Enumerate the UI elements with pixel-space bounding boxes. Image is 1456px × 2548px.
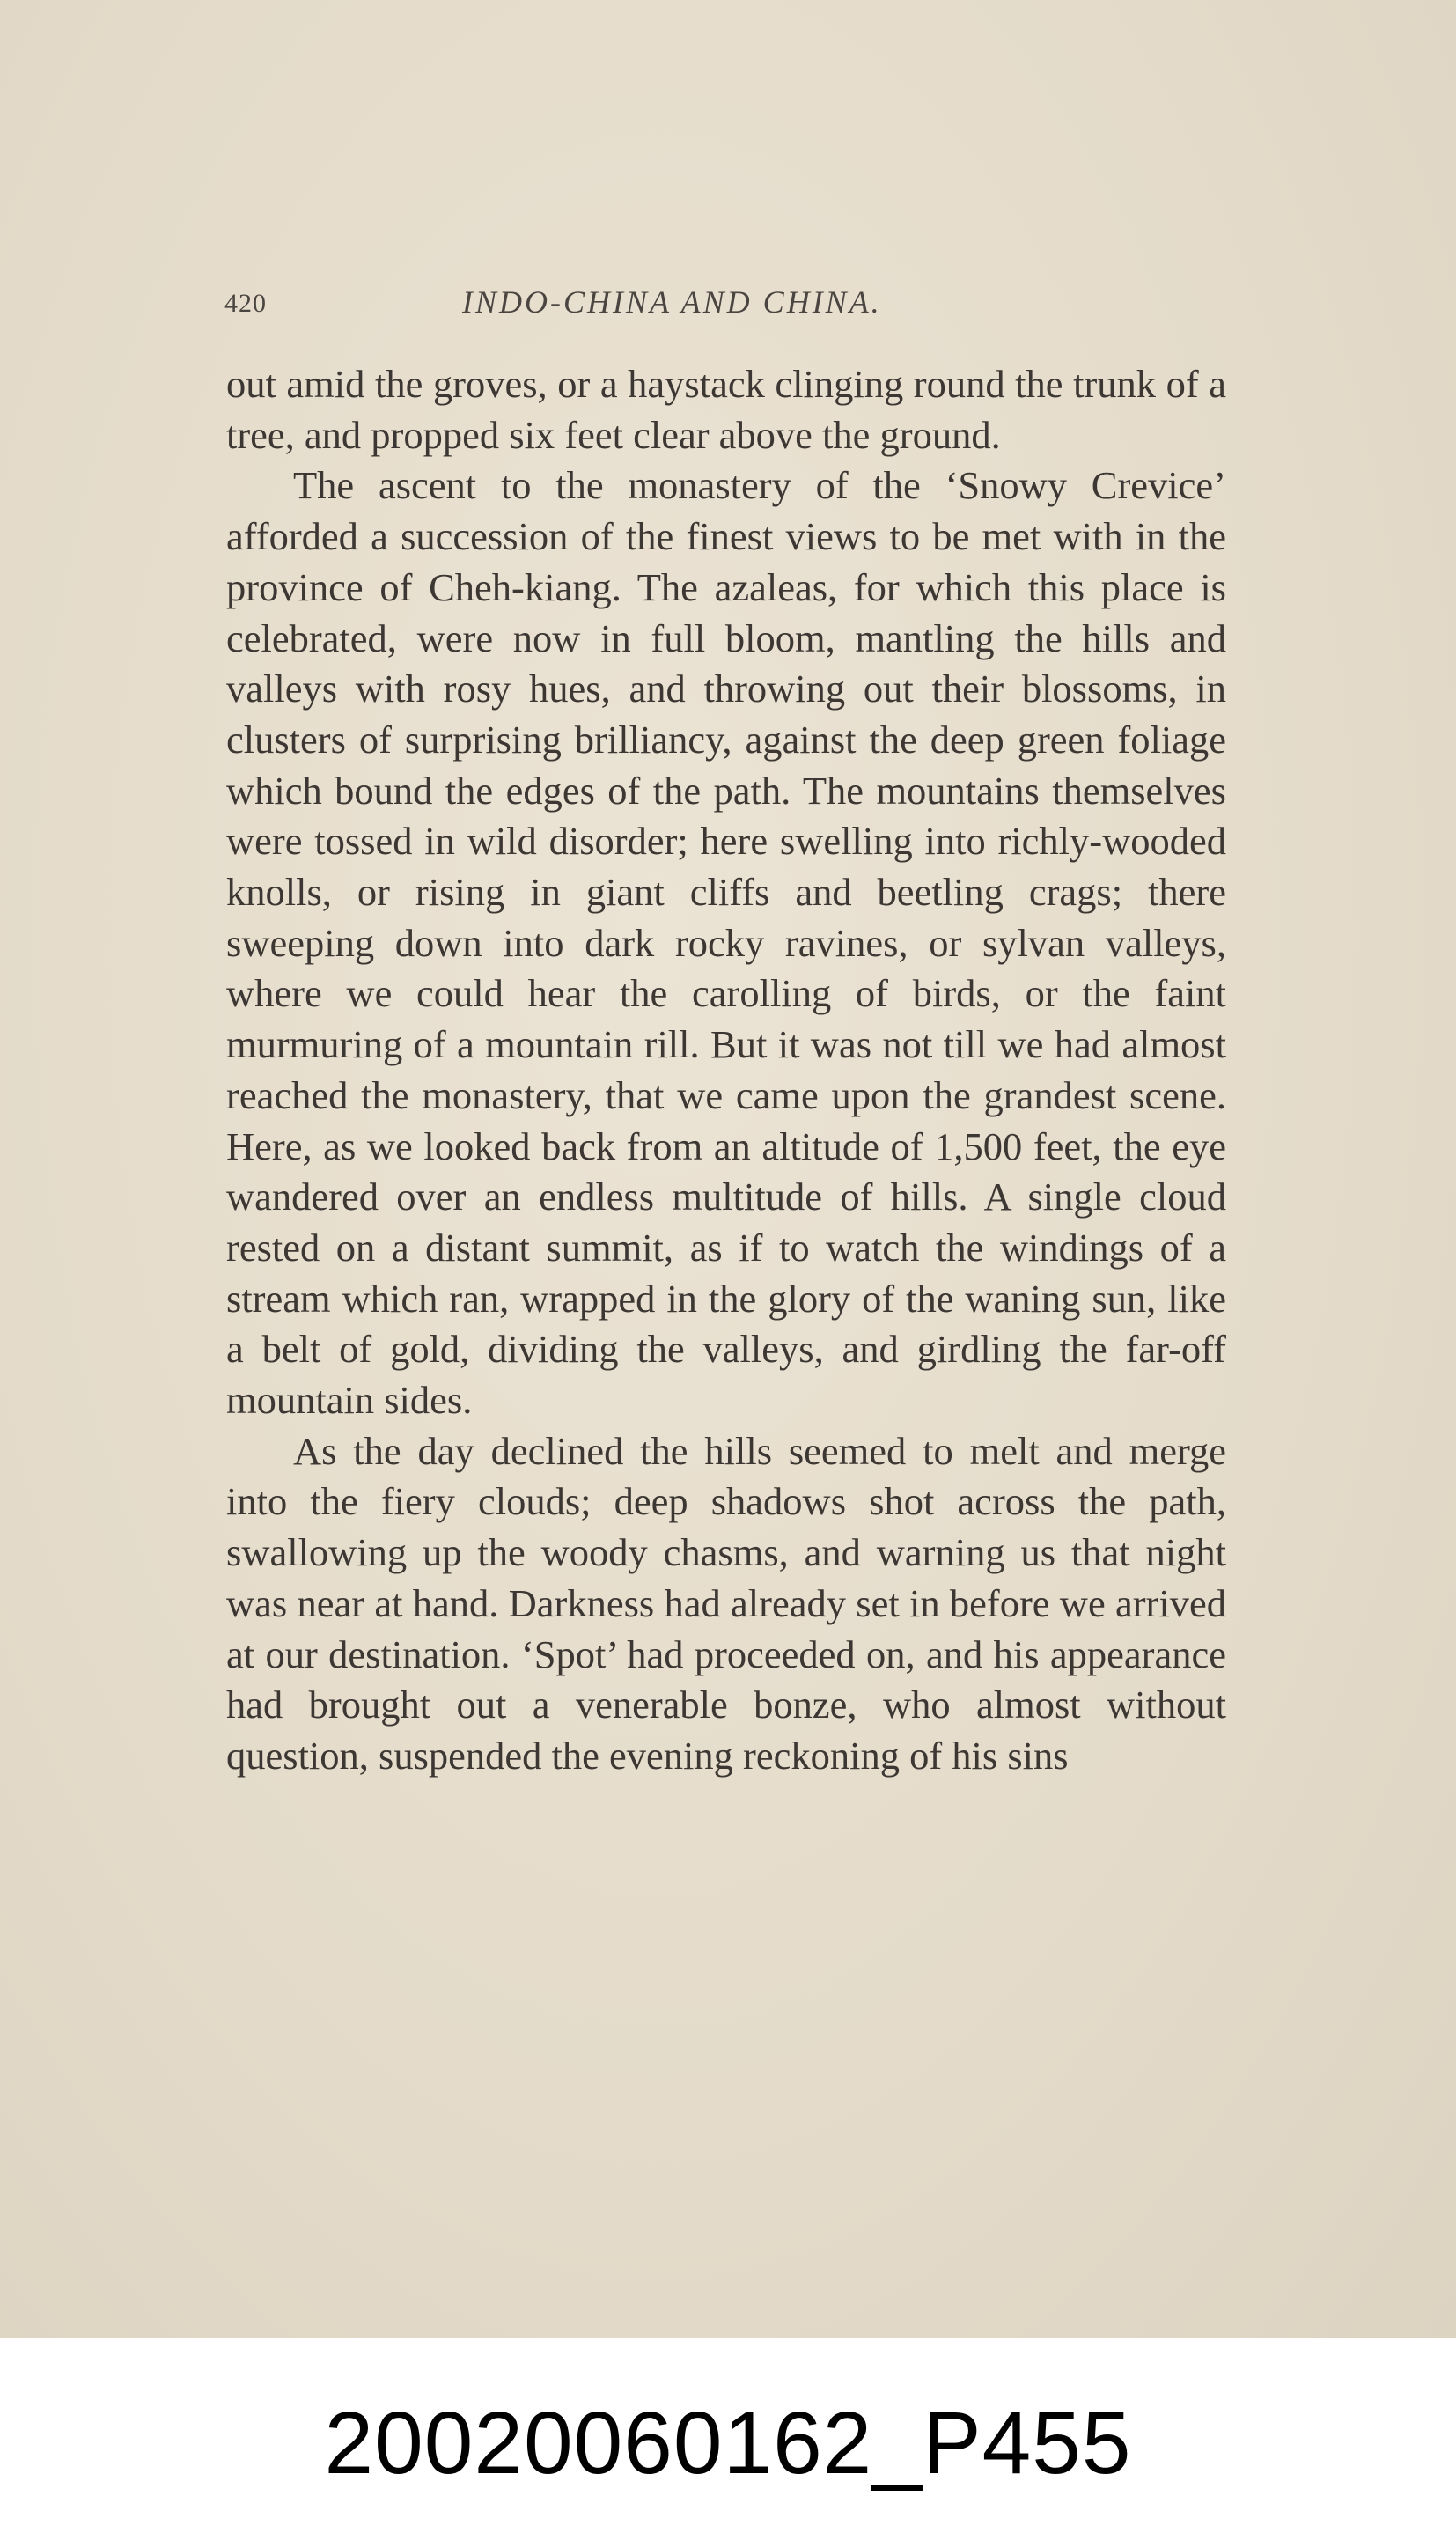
paragraph-continuation: out amid the groves, or a haystack clinging round the trunk of a tree, and propped six feet clear above the ground. [226,362,1226,457]
body-text [226,359,1226,1782]
paragraph-day-declined: As the day declined the hills seemed to melt and merge into the fiery clouds; deep shadows shot across the path, swallowing up the woody chasms, and warning us that night was near at hand. Darkness had already set in before we arrived at our destination. ‘Spot’ had proceeded on, and his appearance had brought out a venerable bonze, who almost without question, suspended the evening reckoning of his sins [226,1428,1226,1778]
page-number: 420 [224,289,267,318]
running-title: INDO-CHINA AND CHINA. [462,284,882,320]
running-head [224,284,1228,326]
image-id-caption: 20020060162_P455 [0,2338,1456,2548]
paragraph-snowy-crevice: The ascent to the monastery of the ‘Snowy Crevice’ afforded a succession of the finest views to be met with in the province of Cheh-kiang. The azaleas, for which this place is celebrated, were now in full bloom, mantling the hills and valleys with rosy hues, and throwing out their blossoms, in clusters of surprising brilliancy, against the deep green foliage which bound the edges of the path. The mountains themselves were tossed in wild disorder; here swelling into richly-wooded knolls, or rising in giant cliffs and beetling crags; there sweeping down into dark rocky ravines, or sylvan valleys, where we could hear the carolling of birds, or the faint murmuring of a mountain rill. But it was not till we had almost reached the monastery, that we came upon the grandest scene. Here, as we looked back from an altitude of 1,500 feet, the eye wandered over an endless multitude of hills. A single cloud rested on a distant summit, as if to watch the windings of a stream which ran, wrapped in the glory of the waning sun, like a belt of gold, dividing the valleys, and girdling the far-off mountain sides. [226,463,1226,1423]
